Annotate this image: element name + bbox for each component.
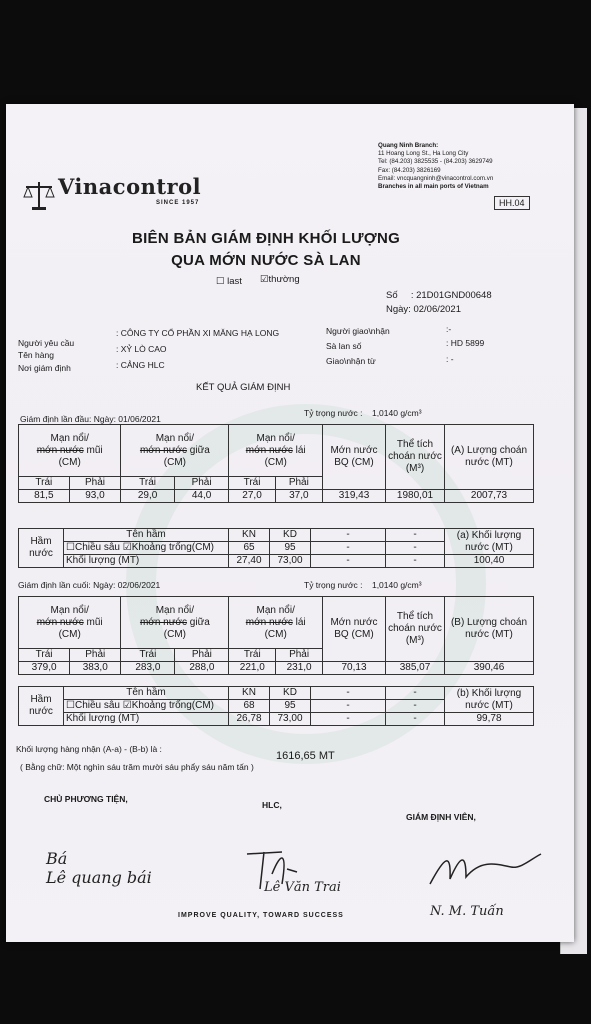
head-displacement-a: (A) Lượng choán nước (MT) [445, 425, 534, 490]
head-displacement-b: (B) Lượng choán nước (MT) [445, 597, 534, 662]
head-bow: Mạn nổi/ mớn nước mũi (CM) [19, 425, 121, 477]
table-cell: 390,46 [445, 662, 534, 675]
col-phai: Phải [69, 477, 121, 490]
head-mid: Mạn nổi/ mớn nước giữa (CM) [121, 425, 229, 477]
option-normal: ☑thường [260, 274, 300, 285]
col-trai: Trái [19, 477, 70, 490]
head-volume: Thể tích choán nước (M³) [386, 597, 445, 662]
mass-row: Khối lượng (MT) [64, 555, 229, 568]
first-draft-table [18, 424, 534, 503]
branch-info: Quang Ninh Branch: 11 Hoang Long St., Ha Long City Tel: (84.203) 3825535 - (84.203) 3629749 Fax: (84.203) 3826169 Email: vncquangninh@vinacontrol.com.vn Branches in all main ports of Vietnam [378, 142, 494, 191]
table-cell: 27,0 [229, 490, 275, 503]
table-cell: 385,07 [386, 662, 445, 675]
requester-value: : CÔNG TY CỔ PHẦN XI MĂNG HẠ LONG [116, 328, 280, 338]
table-cell: 73,00 [270, 555, 311, 568]
water-a-value: 100,40 [445, 555, 534, 568]
water-a-label: (a) Khối lượng nước (MT) [445, 529, 534, 555]
table-cell: - [386, 700, 445, 713]
last-tank-table [18, 686, 534, 726]
place-label: Nơi giám định [18, 363, 71, 373]
col-trai: Trái [121, 649, 175, 662]
barge-label: Sà lan số [326, 341, 362, 351]
table-cell: 81,5 [19, 490, 70, 503]
summary-label: Khối lượng hàng nhận (A-a) - (B-b) là : [16, 744, 162, 754]
depth-row: ☐Chiều sâu ☑Khoảng trống(CM) [64, 542, 229, 555]
doc-title-1: BIÊN BẢN GIÁM ĐỊNH KHỐI LƯỢNG [131, 230, 401, 247]
table-cell: 221,0 [229, 662, 276, 675]
last-density: Tỷ trọng nước : 1,0140 g/cm³ [304, 580, 422, 590]
signer-inspector: GIÁM ĐỊNH VIÊN, [406, 812, 476, 822]
form-code: HH.04 [494, 196, 530, 210]
table-cell: - [386, 713, 445, 726]
doc-title-2: QUA MỚN NƯỚC SÀ LAN [171, 252, 361, 269]
table-cell: 65 [229, 542, 270, 555]
table-cell: 73,00 [270, 713, 311, 726]
deliver-label: Người giao\nhận [326, 326, 390, 336]
logo-since: SINCE 1957 [156, 200, 200, 206]
document-page [6, 104, 574, 942]
first-tank-table [18, 528, 534, 568]
doc-no: Số : 21D01GND00648 [386, 290, 492, 301]
tank-name-head: Tên hầm [64, 529, 229, 542]
deliver-value: :- [446, 324, 452, 334]
col-phai: Phải [174, 477, 229, 490]
table-cell: 95 [270, 542, 311, 555]
summary-words: ( Bằng chữ: Một nghìn sáu trăm mười sáu phẩy sáu năm tấn ) [20, 762, 254, 772]
table-cell: 231,0 [276, 662, 323, 675]
last-draft-table [18, 596, 534, 675]
table-cell: 288,0 [175, 662, 229, 675]
requester-label: Người yêu cầu [18, 338, 75, 348]
signature-inspector: N. M. Tuấn [430, 904, 504, 919]
table-cell: - [311, 529, 386, 542]
head-stern: Mạn nổi/ mớn nước lái (CM) [229, 597, 323, 649]
col-phai: Phải [175, 649, 229, 662]
result-title: KẾT QUẢ GIÁM ĐỊNH [196, 382, 291, 393]
table-cell: 95 [270, 700, 311, 713]
signature-hlc: Lê Văn Trai [264, 880, 341, 895]
depth-row: ☐Chiều sâu ☑Khoảng trống(CM) [64, 700, 229, 713]
table-cell: 379,0 [19, 662, 70, 675]
head-volume: Thể tích choán nước (M³) [386, 425, 445, 490]
water-b-label: (b) Khối lượng nước (MT) [445, 687, 534, 713]
kd-head: KD [270, 687, 311, 700]
table-cell: - [386, 555, 445, 568]
signature-owner: Bá Lê quang bái [46, 849, 152, 887]
table-cell: 70,13 [323, 662, 386, 675]
table-cell: 2007,73 [445, 490, 534, 503]
table-cell: 26,78 [229, 713, 270, 726]
table-cell: - [311, 542, 386, 555]
first-density: Tỷ trọng nước : 1,0140 g/cm³ [304, 408, 422, 418]
doc-date: Ngày: 02/06/2021 [386, 304, 462, 315]
head-mid: Mạn nổi/ mớn nước giữa (CM) [121, 597, 229, 649]
table-cell: 68 [229, 700, 270, 713]
kn-head: KN [229, 687, 270, 700]
water-b-value: 99,78 [445, 713, 534, 726]
signature-inspector-mark [426, 849, 546, 894]
col-trai: Trái [121, 477, 174, 490]
table-cell: 93,0 [69, 490, 121, 503]
kn-head: KN [229, 529, 270, 542]
table-cell: - [311, 687, 386, 700]
table-cell: - [386, 529, 445, 542]
last-label: Giám định lần cuối: Ngày: 02/06/2021 [18, 580, 161, 590]
col-trai: Trái [19, 649, 70, 662]
head-mean: Mớn nước BQ (CM) [323, 425, 386, 490]
scale-logo-icon [22, 178, 56, 212]
signer-hlc: HLC, [262, 800, 282, 810]
kd-head: KD [270, 529, 311, 542]
table-cell: - [311, 713, 386, 726]
col-phai: Phải [276, 649, 323, 662]
option-last: ☐ last [216, 276, 242, 287]
tank-name-head: Tên hầm [64, 687, 229, 700]
col-trai: Trái [229, 477, 275, 490]
head-mean: Mớn nước BQ (CM) [323, 597, 386, 662]
company-logo: Vinacontrol [58, 174, 202, 199]
col-trai: Trái [229, 649, 276, 662]
barge-value: : HD 5899 [446, 338, 485, 348]
table-cell: 29,0 [121, 490, 174, 503]
table-cell: 283,0 [121, 662, 175, 675]
from-label: Giao\nhận từ [326, 356, 376, 366]
head-stern: Mạn nổi/ mớn nước lái (CM) [229, 425, 323, 477]
table-cell: 383,0 [70, 662, 121, 675]
col-phai: Phải [70, 649, 121, 662]
tank-label: Hầm nước [19, 687, 64, 726]
table-cell: - [386, 687, 445, 700]
goods-label: Tên hàng [18, 350, 54, 360]
place-value: : CẢNG HLC [116, 360, 165, 370]
table-cell: 1980,01 [386, 490, 445, 503]
mass-row: Khối lượng (MT) [64, 713, 229, 726]
goods-value: : XỶ LÒ CAO [116, 344, 167, 354]
first-label: Giám định lần đầu: Ngày: 01/06/2021 [20, 414, 161, 424]
table-cell: - [386, 542, 445, 555]
table-cell: 44,0 [174, 490, 229, 503]
table-cell: 27,40 [229, 555, 270, 568]
signer-owner: CHỦ PHƯƠNG TIỆN, [44, 794, 128, 804]
col-phai: Phải [275, 477, 322, 490]
table-cell: 319,43 [323, 490, 386, 503]
head-bow: Mạn nổi/ mớn nước mũi (CM) [19, 597, 121, 649]
table-cell: 37,0 [275, 490, 322, 503]
table-cell: - [311, 555, 386, 568]
summary-value: 1616,65 MT [276, 750, 335, 762]
tank-label: Hầm nước [19, 529, 64, 568]
from-value: : - [446, 354, 454, 364]
footer-slogan: IMPROVE QUALITY, TOWARD SUCCESS [178, 912, 344, 919]
table-cell: - [311, 700, 386, 713]
